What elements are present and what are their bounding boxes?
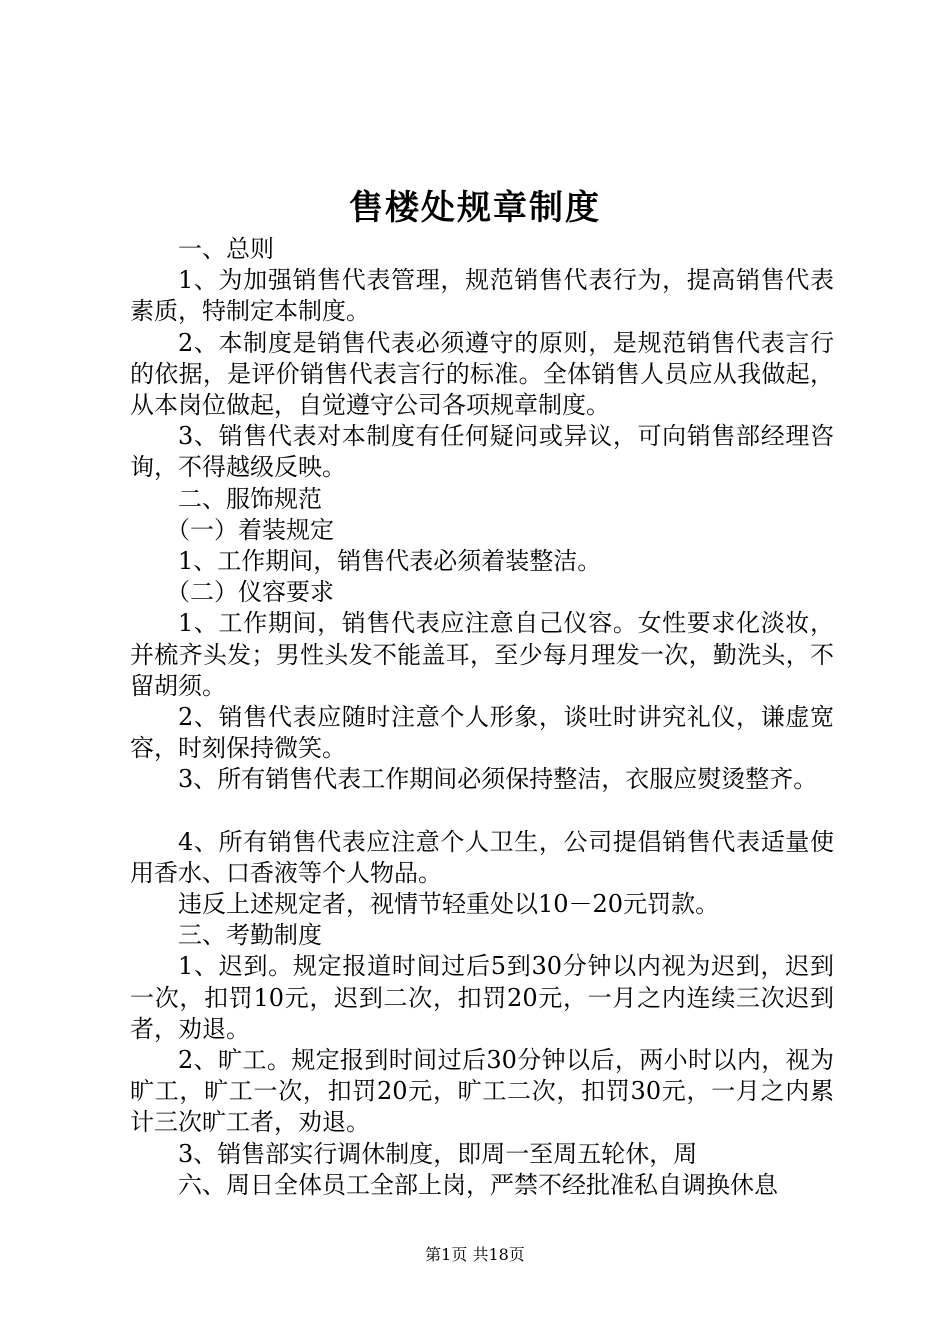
section-heading-attendance: 三、考勤制度 (178, 921, 322, 950)
section-heading-general: 一、总则 (178, 235, 274, 263)
paragraph: 1、迟到。规定报道时间过后5到30分钟以内视为迟到，迟到一次，扣罚10元，迟到二次，扣罚20元，一月之内连续三次迟到者，劝退。 (130, 952, 834, 1043)
page-footer: 第1页 共18页 (425, 1245, 525, 1264)
paragraph: 2、销售代表应随时注意个人形象，谈吐时讲究礼仪，谦虚宽容，时刻保持微笑。 (130, 703, 834, 763)
paragraph: 1、工作期间，销售代表应注意自己仪容。女性要求化淡妆，并梳齐头发；男性头发不能盖耳，至少每月理发一次，勤洗头，不留胡须。 (130, 609, 834, 700)
paragraph: 2、本制度是销售代表必须遵守的原则，是规范销售代表言行的依据，是评价销售代表言行的标准。全体销售人员应从我做起，从本岗位做起，自觉遵守公司各项规章制度。 (130, 328, 834, 420)
subsection-heading-appearance: （二）仪容要求 (166, 578, 334, 607)
paragraph-gap (130, 796, 834, 827)
paragraph: 3、销售代表对本制度有任何疑问或异议，可向销售部经理咨询，不得越级反映。 (130, 422, 834, 482)
paragraph: 六、周日全体员工全部上岗，严禁不经批准私自调换休息 (178, 1170, 778, 1199)
paragraph: 4、所有销售代表应注意个人卫生，公司提倡销售代表适量使用香水、口香液等个人物品。 (130, 827, 834, 887)
subsection-heading-attire: （一）着装规定 (166, 515, 334, 544)
paragraph: 3、销售部实行调休制度，即周一至周五轮休，周 (178, 1139, 698, 1168)
document-body (130, 234, 834, 1201)
page-title: 售楼处规章制度 (349, 188, 601, 228)
paragraph: 3、所有销售代表工作期间必须保持整洁，衣服应熨烫整齐。 (178, 765, 818, 794)
paragraph: 违反上述规定者，视情节轻重处以10－20元罚款。 (178, 890, 720, 919)
section-heading-dress: 二、服饰规范 (178, 484, 322, 513)
paragraph: 1、为加强销售代表管理，规范销售代表行为，提高销售代表素质，特制定本制度。 (130, 266, 834, 326)
paragraph: 1、工作期间，销售代表必须着装整洁。 (178, 547, 602, 576)
paragraph: 2、旷工。规定报到时间过后30分钟以后，两小时以内，视为旷工，旷工一次，扣罚20元，旷工二次，扣罚30元，一月之内累计三次旷工者，劝退。 (130, 1046, 834, 1137)
